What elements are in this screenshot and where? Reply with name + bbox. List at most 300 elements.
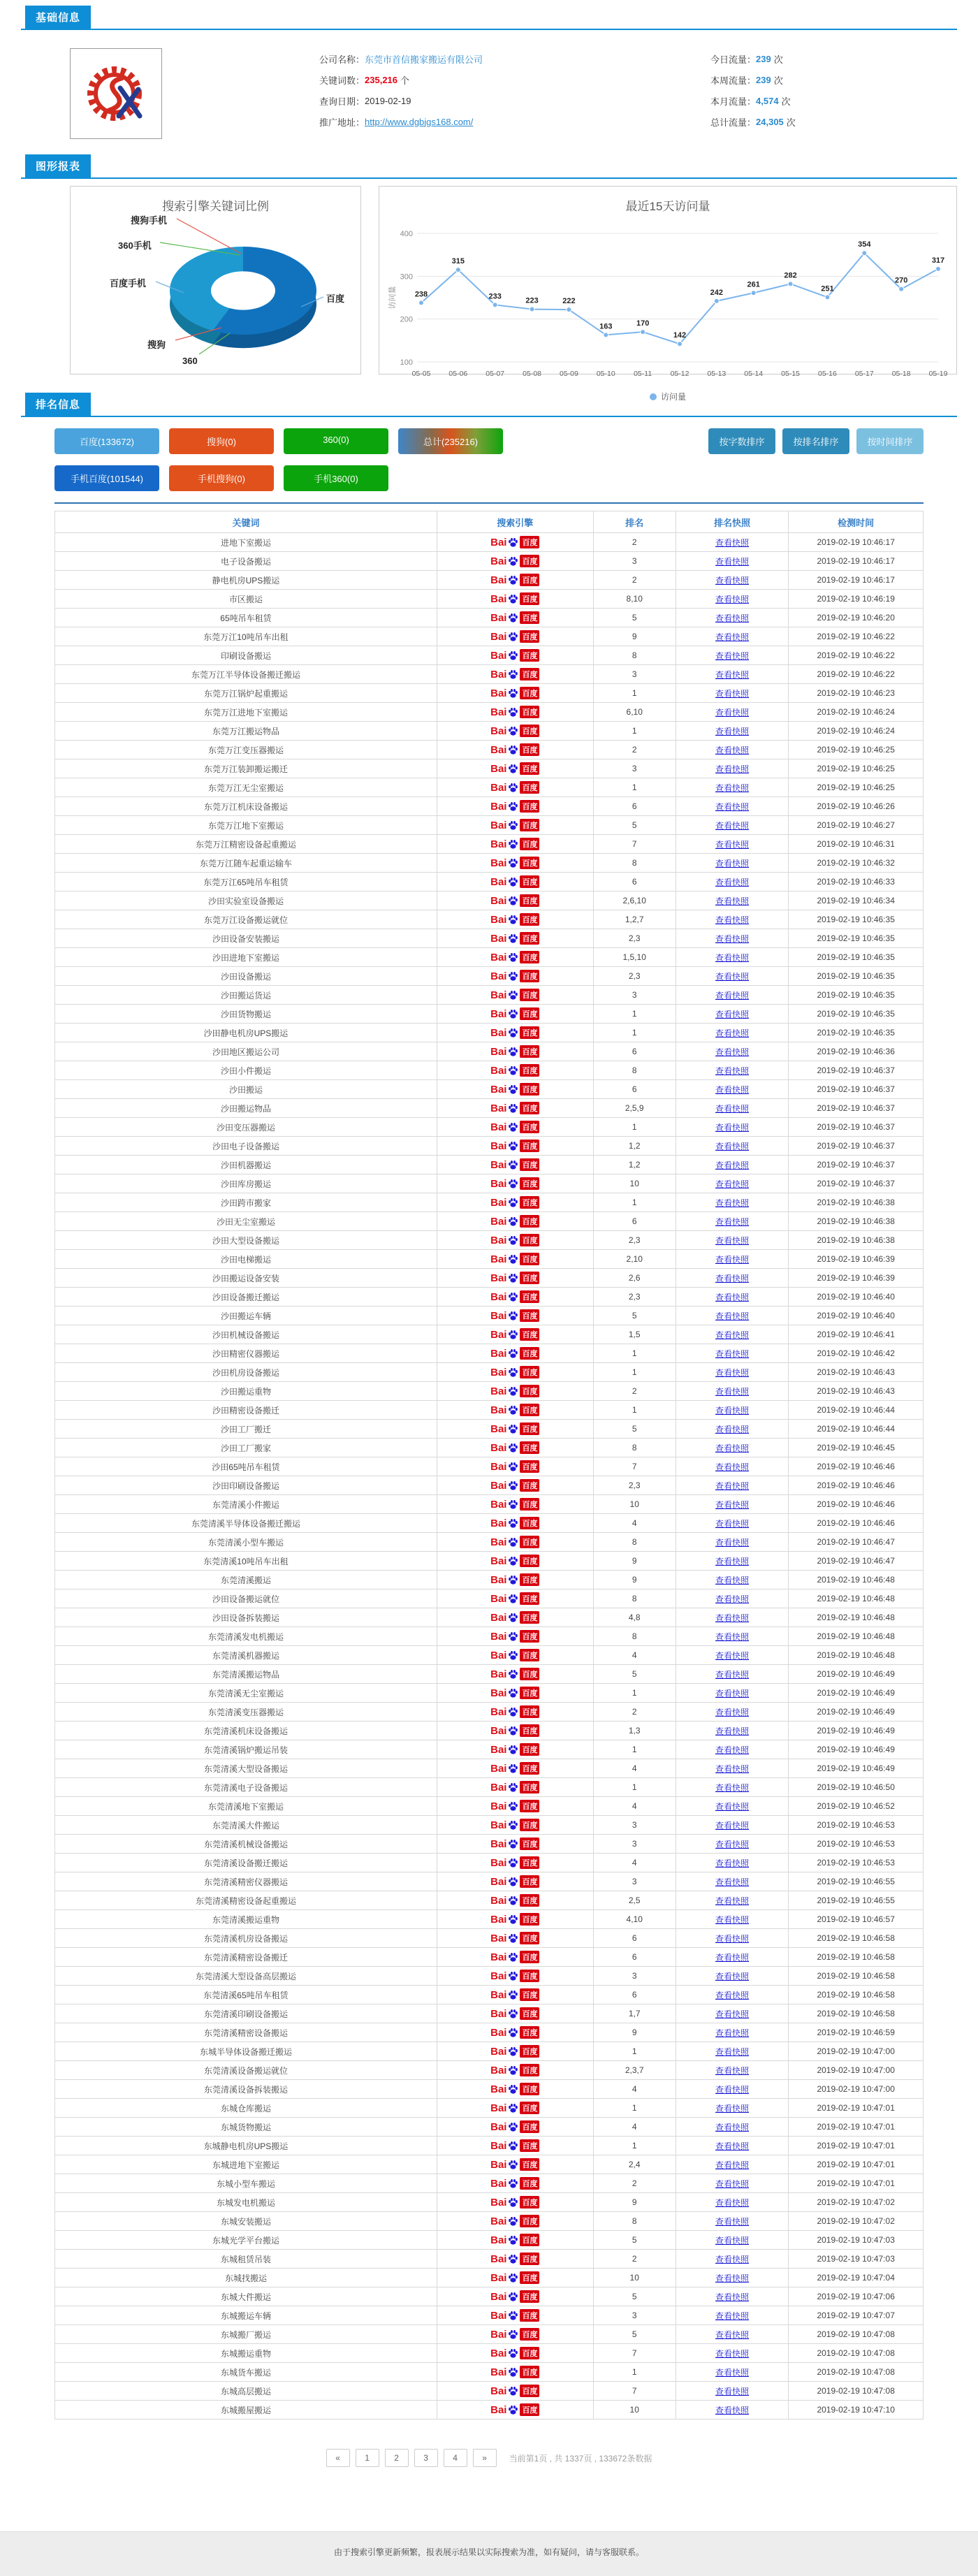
baidu-paw-icon: [508, 2405, 518, 2415]
baidu-paw-icon: [508, 2084, 518, 2094]
snapshot-link[interactable]: 查看快照: [715, 1367, 750, 1378]
snapshot-link[interactable]: 查看快照: [715, 933, 750, 944]
engine-cell: [437, 1778, 593, 1797]
time-cell: 2019-02-19 10:46:24: [789, 703, 924, 722]
keyword-cell: 沙田跨市搬家: [55, 1193, 437, 1212]
table-row: [55, 759, 924, 778]
keyword-cell: 东莞清溪大型设备高层搬运: [55, 1967, 437, 1986]
baidu-logo-icon: Bai 百度: [490, 687, 539, 699]
snapshot-link[interactable]: 查看快照: [715, 1348, 750, 1359]
snapshot-link[interactable]: 查看快照: [715, 1065, 750, 1076]
filter-button[interactable]: 手机360(0): [284, 465, 388, 491]
table-row: [55, 1193, 924, 1212]
svg-text:315: 315: [451, 257, 465, 266]
engine-cell: [437, 1325, 593, 1344]
pagination-button[interactable]: 3: [414, 2449, 438, 2467]
snapshot-link[interactable]: 查看快照: [715, 2103, 750, 2113]
snapshot-link[interactable]: 查看快照: [715, 1103, 750, 1114]
snapshot-link[interactable]: 查看快照: [715, 650, 750, 661]
rank-cell: 1: [593, 1401, 676, 1420]
table-header-row: [55, 511, 924, 533]
engine-cell: [437, 1797, 593, 1816]
snapshot-link[interactable]: 查看快照: [715, 877, 750, 887]
keyword-cell: 东莞清溪搬运物品: [55, 1665, 437, 1684]
keyword-cell: 东城找搬运: [55, 2269, 437, 2287]
keyword-cell: 东莞清溪机器搬运: [55, 1646, 437, 1665]
snapshot-link[interactable]: 查看快照: [715, 1160, 750, 1170]
svg-text:05-15: 05-15: [781, 370, 801, 378]
info-field-label: 今日流量：: [710, 54, 757, 65]
snapshot-link[interactable]: 查看快照: [715, 745, 750, 755]
snapshot-link[interactable]: 查看快照: [715, 1480, 750, 1491]
snapshot-link[interactable]: 查看快照: [715, 2235, 750, 2246]
snapshot-link[interactable]: 查看快照: [715, 1084, 750, 1095]
rank-cell: 6: [593, 1986, 676, 2004]
rank-cell: 6,10: [593, 703, 676, 722]
time-cell: 2019-02-19 10:46:25: [789, 741, 924, 759]
baidu-logo-icon: Bai 百度: [490, 838, 539, 850]
snapshot-link[interactable]: 查看快照: [715, 613, 750, 623]
snapshot-link[interactable]: 查看快照: [715, 915, 750, 925]
snapshot-link[interactable]: 查看快照: [715, 2273, 750, 2283]
time-cell: 2019-02-19 10:46:46: [789, 1457, 924, 1476]
time-cell: 2019-02-19 10:47:00: [789, 2080, 924, 2099]
engine-cell: [437, 1929, 593, 1948]
baidu-paw-icon: [508, 1311, 518, 1320]
snapshot-link[interactable]: 查看快照: [715, 1330, 750, 1340]
svg-text:242: 242: [710, 288, 724, 297]
snapshot-link[interactable]: 查看快照: [715, 858, 750, 868]
time-cell: 2019-02-19 10:46:41: [789, 1325, 924, 1344]
keyword-cell: 东莞清溪印刷设备搬运: [55, 2004, 437, 2023]
snapshot-link[interactable]: 查看快照: [715, 896, 750, 906]
snapshot-link[interactable]: 查看快照: [715, 1537, 750, 1548]
rank-cell: 4: [593, 2118, 676, 2137]
snapshot-link[interactable]: 查看快照: [715, 575, 750, 585]
sort-button[interactable]: 按字数排序: [708, 428, 775, 454]
snapshot-link[interactable]: 查看快照: [715, 2329, 750, 2340]
snapshot-link[interactable]: 查看快照: [715, 1933, 750, 1944]
time-cell: 2019-02-19 10:47:02: [789, 2212, 924, 2231]
snapshot-link[interactable]: 查看快照: [715, 1047, 750, 1057]
snapshot-link[interactable]: 查看快照: [715, 1801, 750, 1812]
rank-cell: 5: [593, 1307, 676, 1325]
keyword-cell: 沙田搬运: [55, 1080, 437, 1099]
section-charts-header: [21, 154, 957, 179]
baidu-logo-icon: Bai 百度: [490, 2347, 539, 2359]
snapshot-link[interactable]: 查看快照: [715, 594, 750, 604]
rank-cell: 1: [593, 722, 676, 741]
snapshot-link[interactable]: 查看快照: [715, 2367, 750, 2378]
snapshot-cell: [676, 2080, 789, 2099]
baidu-logo-icon: Bai 百度: [490, 951, 539, 963]
baidu-logo-icon: Bai 百度: [490, 1498, 539, 1511]
time-cell: 2019-02-19 10:46:43: [789, 1382, 924, 1401]
snapshot-link[interactable]: 查看快照: [715, 2141, 750, 2151]
keyword-cell: 沙田进地下室搬运: [55, 948, 437, 967]
filter-button[interactable]: 总计(235216): [398, 428, 503, 454]
rank-cell: 2,3: [593, 967, 676, 986]
time-cell: 2019-02-19 10:46:55: [789, 1891, 924, 1910]
snapshot-link[interactable]: 查看快照: [715, 1594, 750, 1604]
snapshot-link[interactable]: 查看快照: [715, 1273, 750, 1283]
baidu-logo-icon: Bai 百度: [490, 743, 539, 756]
snapshot-link[interactable]: 查看快照: [715, 688, 750, 699]
snapshot-link[interactable]: 查看快照: [715, 2216, 750, 2227]
keyword-cell: 沙田工厂搬迁: [55, 1420, 437, 1439]
table-row: [55, 646, 924, 665]
pagination-button[interactable]: 1: [356, 2449, 379, 2467]
snapshot-link[interactable]: 查看快照: [715, 1179, 750, 1189]
table-row: [55, 2099, 924, 2118]
snapshot-link[interactable]: 查看快照: [715, 1952, 750, 1963]
filter-button[interactable]: 搜狗(0): [169, 428, 274, 454]
baidu-paw-icon: [508, 1745, 518, 1754]
time-cell: 2019-02-19 10:46:58: [789, 1986, 924, 2004]
snapshot-link[interactable]: 查看快照: [715, 1990, 750, 2000]
time-cell: 2019-02-19 10:46:50: [789, 1778, 924, 1797]
snapshot-link[interactable]: 查看快照: [715, 2348, 750, 2359]
baidu-logo-icon: Bai 百度: [490, 1083, 539, 1096]
snapshot-link[interactable]: 查看快照: [715, 1499, 750, 1510]
snapshot-cell: [676, 1363, 789, 1382]
engine-cell: [437, 2118, 593, 2137]
table-row: [55, 1797, 924, 1816]
time-cell: 2019-02-19 10:46:17: [789, 533, 924, 552]
engine-cell: [437, 1401, 593, 1420]
rank-cell: 10: [593, 2269, 676, 2287]
basic-info-left-column: [319, 48, 710, 139]
baidu-paw-icon: [508, 1613, 518, 1622]
snapshot-cell: [676, 1250, 789, 1269]
snapshot-link[interactable]: 查看快照: [715, 1669, 750, 1680]
time-cell: 2019-02-19 10:46:26: [789, 797, 924, 816]
filter-button[interactable]: 手机百度(101544): [54, 465, 159, 491]
time-cell: 2019-02-19 10:46:59: [789, 2023, 924, 2042]
snapshot-link[interactable]: 查看快照: [715, 1122, 750, 1133]
svg-text:270: 270: [894, 276, 908, 285]
svg-text:282: 282: [784, 271, 797, 280]
info-field-value[interactable]: 东莞市首信搬家搬运有限公司: [365, 54, 483, 65]
snapshot-link[interactable]: 查看快照: [715, 2197, 750, 2208]
baidu-paw-icon: [508, 707, 518, 717]
snapshot-link[interactable]: 查看快照: [715, 1462, 750, 1472]
rank-cell: 4: [593, 1514, 676, 1533]
keyword-cell: 东莞万江进地下室搬运: [55, 703, 437, 722]
basic-info-block: [21, 30, 957, 154]
snapshot-cell: [676, 1948, 789, 1967]
rank-cell: 9: [593, 2193, 676, 2212]
snapshot-link[interactable]: 查看快照: [715, 820, 750, 831]
snapshot-cell: [676, 816, 789, 835]
snapshot-link[interactable]: 查看快照: [715, 1688, 750, 1698]
snapshot-link[interactable]: 查看快照: [715, 2122, 750, 2132]
table-row: [55, 948, 924, 967]
snapshot-cell: [676, 533, 789, 552]
table-row: [55, 2212, 924, 2231]
rank-cell: 2: [593, 2174, 676, 2193]
snapshot-link[interactable]: 查看快照: [715, 726, 750, 736]
baidu-paw-icon: [508, 1254, 518, 1264]
snapshot-link[interactable]: 查看快照: [715, 1556, 750, 1566]
baidu-logo-icon: Bai 百度: [490, 1460, 539, 1473]
baidu-paw-icon: [508, 2254, 518, 2264]
baidu-logo-icon: Bai 百度: [490, 1555, 539, 1567]
snapshot-link[interactable]: 查看快照: [715, 839, 750, 850]
section-basic-info-header: [21, 6, 957, 30]
pagination-button[interactable]: «: [326, 2449, 350, 2467]
rank-cell: 9: [593, 627, 676, 646]
baidu-logo-icon: Bai 百度: [490, 1838, 539, 1850]
snapshot-cell: [676, 1307, 789, 1325]
snapshot-link[interactable]: 查看快照: [715, 2292, 750, 2302]
engine-cell: [437, 1118, 593, 1137]
baidu-paw-icon: [508, 2367, 518, 2377]
engine-cell: [437, 1382, 593, 1401]
rank-cell: 1,7: [593, 2004, 676, 2023]
snapshot-link[interactable]: 查看快照: [715, 1311, 750, 1321]
snapshot-link[interactable]: 查看快照: [715, 1028, 750, 1038]
snapshot-cell: [676, 1854, 789, 1872]
baidu-logo-icon: Bai 百度: [490, 1573, 539, 1586]
pagination-button[interactable]: 2: [385, 2449, 409, 2467]
snapshot-cell: [676, 759, 789, 778]
keyword-cell: 沙田设备搬运就位: [55, 1589, 437, 1608]
snapshot-link[interactable]: 查看快照: [715, 2046, 750, 2057]
snapshot-link[interactable]: 查看快照: [715, 1707, 750, 1717]
pie-slice-label: 百度手机: [110, 278, 147, 289]
keyword-cell: 东莞万江随车起重运输车: [55, 854, 437, 873]
time-cell: 2019-02-19 10:46:35: [789, 967, 924, 986]
baidu-paw-icon: [508, 1952, 518, 1962]
snapshot-link[interactable]: 查看快照: [715, 1575, 750, 1585]
snapshot-link[interactable]: 查看快照: [715, 1877, 750, 1887]
baidu-paw-icon: [508, 2292, 518, 2301]
snapshot-link[interactable]: 查看快照: [715, 632, 750, 642]
baidu-paw-icon: [508, 1707, 518, 1717]
baidu-logo-icon: Bai 百度: [490, 2328, 539, 2341]
snapshot-link[interactable]: 查看快照: [715, 1009, 750, 1019]
snapshot-link[interactable]: 查看快照: [715, 2254, 750, 2264]
baidu-paw-icon: [508, 1273, 518, 1283]
time-cell: 2019-02-19 10:46:19: [789, 590, 924, 609]
snapshot-link[interactable]: 查看快照: [715, 764, 750, 774]
keyword-cell: 沙田设备搬迁搬运: [55, 1288, 437, 1307]
baidu-logo-icon: Bai 百度: [490, 1724, 539, 1737]
snapshot-link[interactable]: 查看快照: [715, 1518, 750, 1529]
keyword-cell: 东莞清溪地下室搬运: [55, 1797, 437, 1816]
table-row: [55, 2231, 924, 2250]
filter-button[interactable]: 百度(133672): [54, 428, 159, 454]
info-field-left: [319, 48, 710, 69]
snapshot-link[interactable]: 查看快照: [715, 2386, 750, 2396]
table-row: [55, 2155, 924, 2174]
snapshot-link[interactable]: 查看快照: [715, 669, 750, 680]
keyword-cell: 沙田电子设备搬运: [55, 1137, 437, 1156]
time-cell: 2019-02-19 10:46:22: [789, 646, 924, 665]
engine-cell: [437, 1854, 593, 1872]
snapshot-link[interactable]: 查看快照: [715, 2065, 750, 2076]
snapshot-link[interactable]: 查看快照: [715, 1254, 750, 1265]
pagination-button[interactable]: 4: [444, 2449, 467, 2467]
engine-cell: [437, 703, 593, 722]
filter-row-1: [54, 428, 924, 454]
table-row: [55, 1457, 924, 1476]
svg-text:261: 261: [747, 280, 760, 289]
table-row: [55, 1703, 924, 1722]
snapshot-link[interactable]: 查看快照: [715, 1631, 750, 1642]
snapshot-link[interactable]: 查看快照: [715, 2009, 750, 2019]
engine-cell: [437, 1967, 593, 1986]
info-field-value[interactable]: http://www.dgbjgs168.com/: [365, 116, 474, 127]
snapshot-link[interactable]: 查看快照: [715, 1235, 750, 1246]
time-cell: 2019-02-19 10:47:10: [789, 2401, 924, 2419]
snapshot-link[interactable]: 查看快照: [715, 537, 750, 548]
snapshot-link[interactable]: 查看快照: [715, 2405, 750, 2415]
rank-cell: 1,2: [593, 1156, 676, 1174]
filter-button[interactable]: 360(0): [284, 428, 388, 454]
baidu-logo-icon: Bai 百度: [490, 1630, 539, 1643]
rank-cell: 1: [593, 1363, 676, 1382]
rank-cell: 2: [593, 1703, 676, 1722]
time-cell: 2019-02-19 10:46:53: [789, 1854, 924, 1872]
time-cell: 2019-02-19 10:46:38: [789, 1231, 924, 1250]
keyword-cell: 沙田库房搬运: [55, 1174, 437, 1193]
snapshot-link[interactable]: 查看快照: [715, 1839, 750, 1849]
engine-cell: [437, 609, 593, 627]
sort-buttons: [708, 428, 924, 454]
baidu-paw-icon: [508, 1367, 518, 1377]
table-row: [55, 2023, 924, 2042]
baidu-paw-icon: [508, 764, 518, 773]
table-row: [55, 1401, 924, 1420]
snapshot-link[interactable]: 查看快照: [715, 1782, 750, 1793]
baidu-paw-icon: [508, 1216, 518, 1226]
sort-button[interactable]: 按时间排序: [856, 428, 924, 454]
table-row: [55, 1307, 924, 1325]
snapshot-link[interactable]: 查看快照: [715, 1858, 750, 1868]
baidu-logo-icon: Bai 百度: [490, 1988, 539, 2001]
keyword-cell: 东莞清溪设备拆装搬运: [55, 2080, 437, 2099]
snapshot-link[interactable]: 查看快照: [715, 1198, 750, 1208]
table-row: [55, 722, 924, 741]
keyword-cell: 65吨吊车租赁: [55, 609, 437, 627]
snapshot-link[interactable]: 查看快照: [715, 1971, 750, 1981]
svg-text:100: 100: [400, 358, 413, 367]
snapshot-cell: [676, 1325, 789, 1344]
keyword-cell: 东莞清溪精密设备搬迁: [55, 1948, 437, 1967]
snapshot-link[interactable]: 查看快照: [715, 1292, 750, 1302]
snapshot-link[interactable]: 查看快照: [715, 801, 750, 812]
snapshot-link[interactable]: 查看快照: [715, 952, 750, 963]
keyword-cell: 东莞万江地下室搬运: [55, 816, 437, 835]
snapshot-link[interactable]: 查看快照: [715, 1650, 750, 1661]
snapshot-link[interactable]: 查看快照: [715, 1443, 750, 1453]
engine-cell: [437, 2382, 593, 2401]
snapshot-link[interactable]: 查看快照: [715, 1820, 750, 1831]
snapshot-link[interactable]: 查看快照: [715, 1141, 750, 1151]
svg-text:223: 223: [525, 296, 539, 305]
baidu-logo-icon: Bai 百度: [490, 1668, 539, 1680]
table-row: [55, 590, 924, 609]
snapshot-link[interactable]: 查看快照: [715, 1914, 750, 1925]
baidu-logo-icon: Bai 百度: [490, 1649, 539, 1661]
time-cell: 2019-02-19 10:46:49: [789, 1684, 924, 1703]
keyword-cell: 东莞万江精密设备起重搬运: [55, 835, 437, 854]
snapshot-link[interactable]: 查看快照: [715, 2084, 750, 2095]
keyword-cell: 东城搬运重物: [55, 2344, 437, 2363]
snapshot-link[interactable]: 查看快照: [715, 556, 750, 567]
snapshot-link[interactable]: 查看快照: [715, 1216, 750, 1227]
table-row: [55, 552, 924, 571]
snapshot-link[interactable]: 查看快照: [715, 1424, 750, 1434]
snapshot-link[interactable]: 查看快照: [715, 783, 750, 793]
snapshot-link[interactable]: 查看快照: [715, 707, 750, 718]
engine-cell: [437, 1420, 593, 1439]
keyword-cell: 沙田设备搬运: [55, 967, 437, 986]
time-cell: 2019-02-19 10:46:36: [789, 1042, 924, 1061]
baidu-paw-icon: [508, 839, 518, 849]
snapshot-link[interactable]: 查看快照: [715, 2178, 750, 2189]
sort-button[interactable]: 按排名排序: [782, 428, 849, 454]
baidu-logo-icon: Bai 百度: [490, 555, 539, 567]
snapshot-link[interactable]: 查看快照: [715, 1745, 750, 1755]
snapshot-cell: [676, 627, 789, 646]
snapshot-cell: [676, 1684, 789, 1703]
table-row: [55, 2306, 924, 2325]
snapshot-link[interactable]: 查看快照: [715, 1895, 750, 1906]
baidu-logo-icon: Bai 百度: [490, 1781, 539, 1793]
snapshot-link[interactable]: 查看快照: [715, 1405, 750, 1416]
time-cell: 2019-02-19 10:46:48: [789, 1627, 924, 1646]
snapshot-link[interactable]: 查看快照: [715, 1386, 750, 1397]
rank-cell: 1: [593, 1344, 676, 1363]
svg-text:05-09: 05-09: [559, 370, 578, 378]
engine-cell: [437, 2287, 593, 2306]
rank-cell: 4: [593, 1854, 676, 1872]
engine-cell: [437, 778, 593, 797]
keyword-cell: 东莞万江65吨吊车租赁: [55, 873, 437, 892]
time-cell: 2019-02-19 10:47:01: [789, 2174, 924, 2193]
snapshot-link[interactable]: 查看快照: [715, 2028, 750, 2038]
rank-cell: 1: [593, 1005, 676, 1024]
snapshot-cell: [676, 665, 789, 684]
line-chart-panel: [379, 186, 957, 402]
baidu-paw-icon: [508, 2197, 518, 2207]
snapshot-link[interactable]: 查看快照: [715, 2160, 750, 2170]
snapshot-link[interactable]: 查看快照: [715, 1763, 750, 1774]
keyword-cell: 沙田无尘室搬运: [55, 1212, 437, 1231]
pagination-button[interactable]: »: [473, 2449, 497, 2467]
table-row: [55, 910, 924, 929]
snapshot-link[interactable]: 查看快照: [715, 1726, 750, 1736]
header-snapshot: 排名快照: [676, 511, 789, 533]
filter-button[interactable]: 手机搜狗(0): [169, 465, 274, 491]
snapshot-link[interactable]: 查看快照: [715, 2311, 750, 2321]
time-cell: 2019-02-19 10:46:49: [789, 1740, 924, 1759]
snapshot-link[interactable]: 查看快照: [715, 971, 750, 982]
baidu-logo-icon: Bai 百度: [490, 2083, 539, 2095]
keyword-cell: 沙田机器搬运: [55, 1156, 437, 1174]
table-row: [55, 2250, 924, 2269]
engine-cell: [437, 1646, 593, 1665]
snapshot-link[interactable]: 查看快照: [715, 990, 750, 1000]
time-cell: 2019-02-19 10:46:22: [789, 627, 924, 646]
snapshot-link[interactable]: 查看快照: [715, 1613, 750, 1623]
keyword-cell: 东城小型车搬运: [55, 2174, 437, 2193]
engine-cell: [437, 1099, 593, 1118]
time-cell: 2019-02-19 10:46:48: [789, 1571, 924, 1589]
